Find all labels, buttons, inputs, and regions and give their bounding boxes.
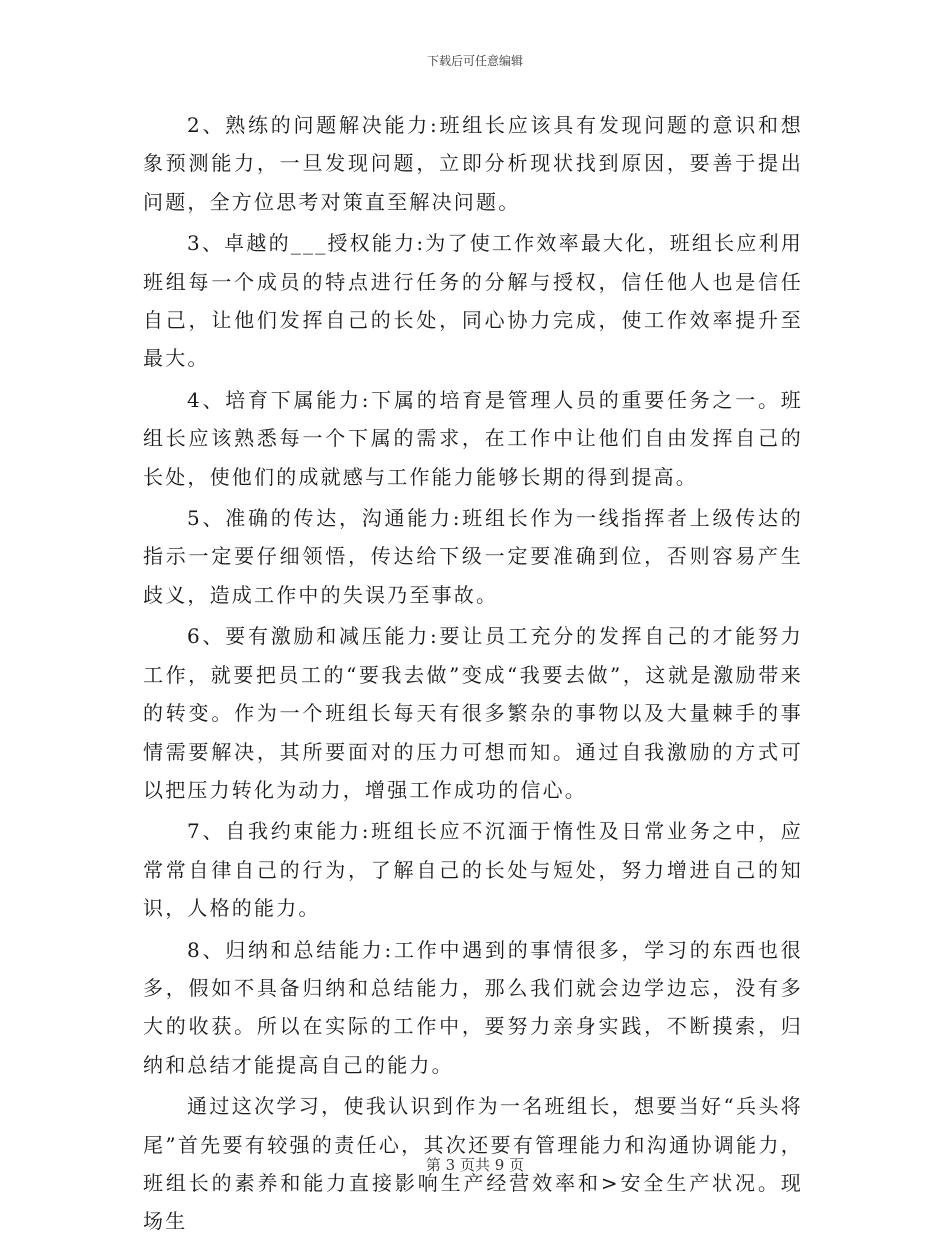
paragraph-communication: 5、准确的传达，沟通能力:班组长作为一线指挥者上级传达的指示一定要仔细领悟，传达给下级一定要准确到位，否则容易产生歧义，造成工作中的失误乃至事故。 xyxy=(143,506,803,607)
page-header-note: 下载后可任意编辑 xyxy=(426,54,523,68)
paragraph-motivation: 6、要有激励和减压能力:要让员工充分的发挥自己的才能努力工作，就要把员工的“要我去做”变成“我要去做”，这就是激励带来的转变。作为一个班组长每天有很多繁杂的事物以及大量棘手的事情需要解决，其所要面对的压力可想而知。通过自我激励的方式可以把压力转化为动力，增强工作成功的信心。 xyxy=(143,624,803,802)
page-number-footer: 第 3 页共 9 页 xyxy=(425,1156,525,1174)
paragraph-summarizing: 8、归纳和总结能力:工作中遇到的事情很多，学习的东西也很多，假如不具备归纳和总结能力，那么我们就会边学边忘，没有多大的收获。所以在实际的工作中，要努力亲身实践，不断摸索，归纳和总结才能提高自己的能力。 xyxy=(143,937,803,1077)
paragraph-training-subordinates: 4、培育下属能力:下属的培育是管理人员的重要任务之一。班组长应该熟悉每一个下属的需求，在工作中让他们自由发挥自己的长处，使他们的成就感与工作能力能够长期的得到提高。 xyxy=(143,387,803,489)
document-body xyxy=(143,106,803,1244)
paragraph-problem-solving: 2、熟练的问题解决能力:班组长应该具有发现问题的意识和想象预测能力，一旦发现问题，立即分析现状找到原因，要善于提出问题，全方位思考对策直至解决问题。 xyxy=(143,113,803,214)
paragraph-self-discipline: 7、自我约束能力:班组长应不沉湎于惰性及日常业务之中，应常常自律自己的行为，了解自己的长处与短处，努力增进自己的知识，人格的能力。 xyxy=(143,819,803,921)
paragraph-conclusion: 通过这次学习，使我认识到作为一名班组长，想要当好“兵头将尾”首先要有较强的责任心，其次还要有管理能力和沟通协调能力，班组长的素养和能力直接影响生产经营效率和>安全生产状况。现场生 xyxy=(143,1094,803,1234)
paragraph-delegation: 3、卓越的___授权能力:为了使工作效率最大化，班组长应利用班组每一个成员的特点进行任务的分解与授权，信任他人也是信任自己，让他们发挥自己的长处，同心协力完成，使工作效率提升至最大。 xyxy=(143,231,803,371)
